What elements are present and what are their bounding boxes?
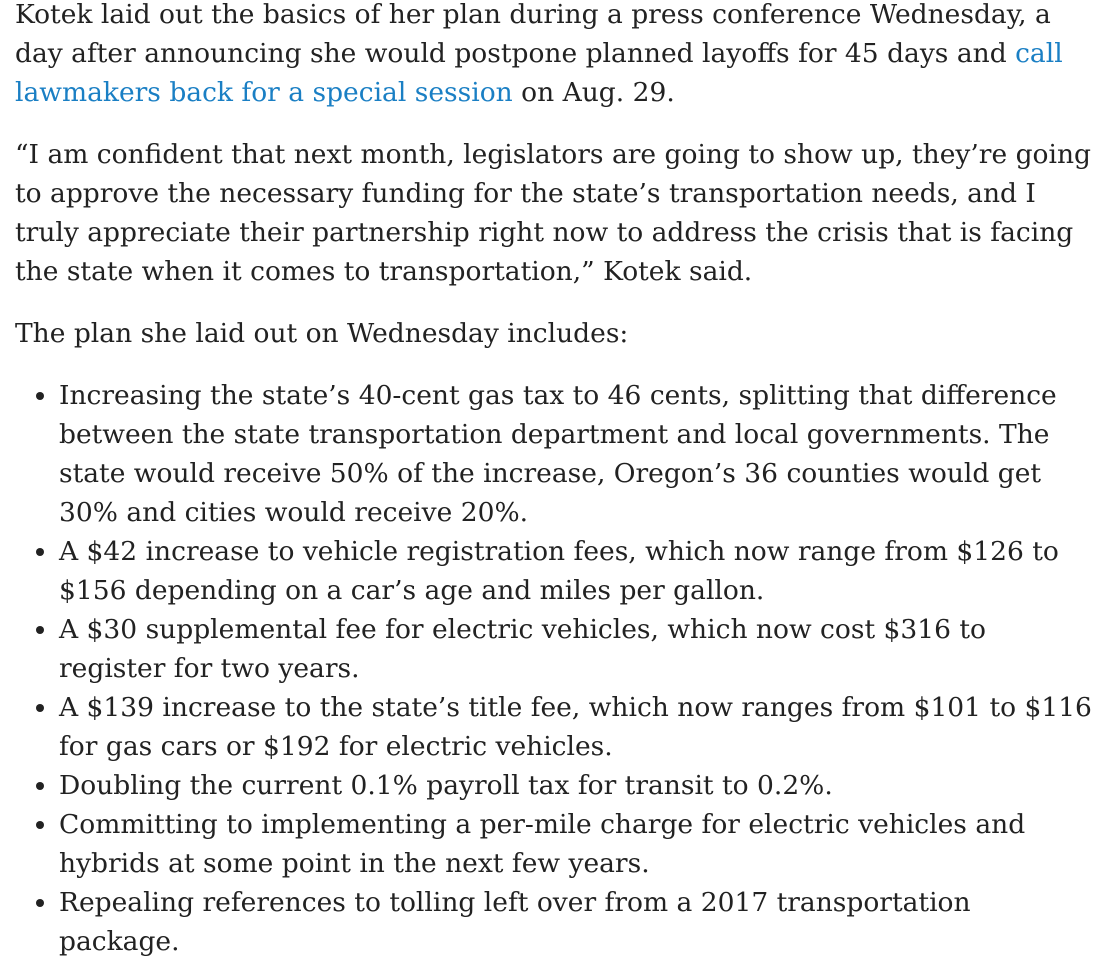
plan-list [15, 376, 1095, 961]
paragraph-quote: “I am confident that next month, legislators are going to show up, they’re going to approve the necessary funding for the state’s transportation needs, and I truly appreciate their partnership right now to address the crisis that is facing the state when it comes to transportation,” Kotek said. [15, 139, 1091, 287]
list-item: • Increasing the state’s 40-cent gas tax to 46 cents, splitting that difference between the state transportation department and local governments. The state would receive 50% of the increase, Oregon’s 36 counties would get 30% and cities would receive 20%. [59, 376, 1095, 532]
article-body [15, 0, 1095, 961]
paragraph-text: on Aug. 29. [512, 77, 675, 108]
list-item: • A $139 increase to the state’s title fee, which now ranges from $101 to $116 for gas cars or $192 for electric vehicles. [59, 688, 1095, 766]
special-session-link[interactable]: call lawmakers back for a special session [15, 38, 1063, 108]
list-item: • A $30 supplemental fee for electric vehicles, which now cost $316 to register for two years. [59, 610, 1095, 688]
list-item: • A $42 increase to vehicle registration fees, which now range from $126 to $156 depending on a car’s age and miles per gallon. [59, 532, 1095, 610]
paragraph-text: Kotek laid out the basics of her plan during a press conference Wednesday, a day after announcing she would postpone planned layoffs for 45 days and [15, 0, 1051, 69]
list-item: • Doubling the current 0.1% payroll tax for transit to 0.2%. [59, 766, 1095, 805]
list-item: • Repealing references to tolling left over from a 2017 transportation package. [59, 883, 1095, 961]
paragraph-press-conference [15, 0, 1095, 112]
list-item: • Committing to implementing a per-mile charge for electric vehicles and hybrids at some point in the next few years. [59, 805, 1095, 883]
paragraph-plan-intro: The plan she laid out on Wednesday includes: [15, 318, 629, 349]
